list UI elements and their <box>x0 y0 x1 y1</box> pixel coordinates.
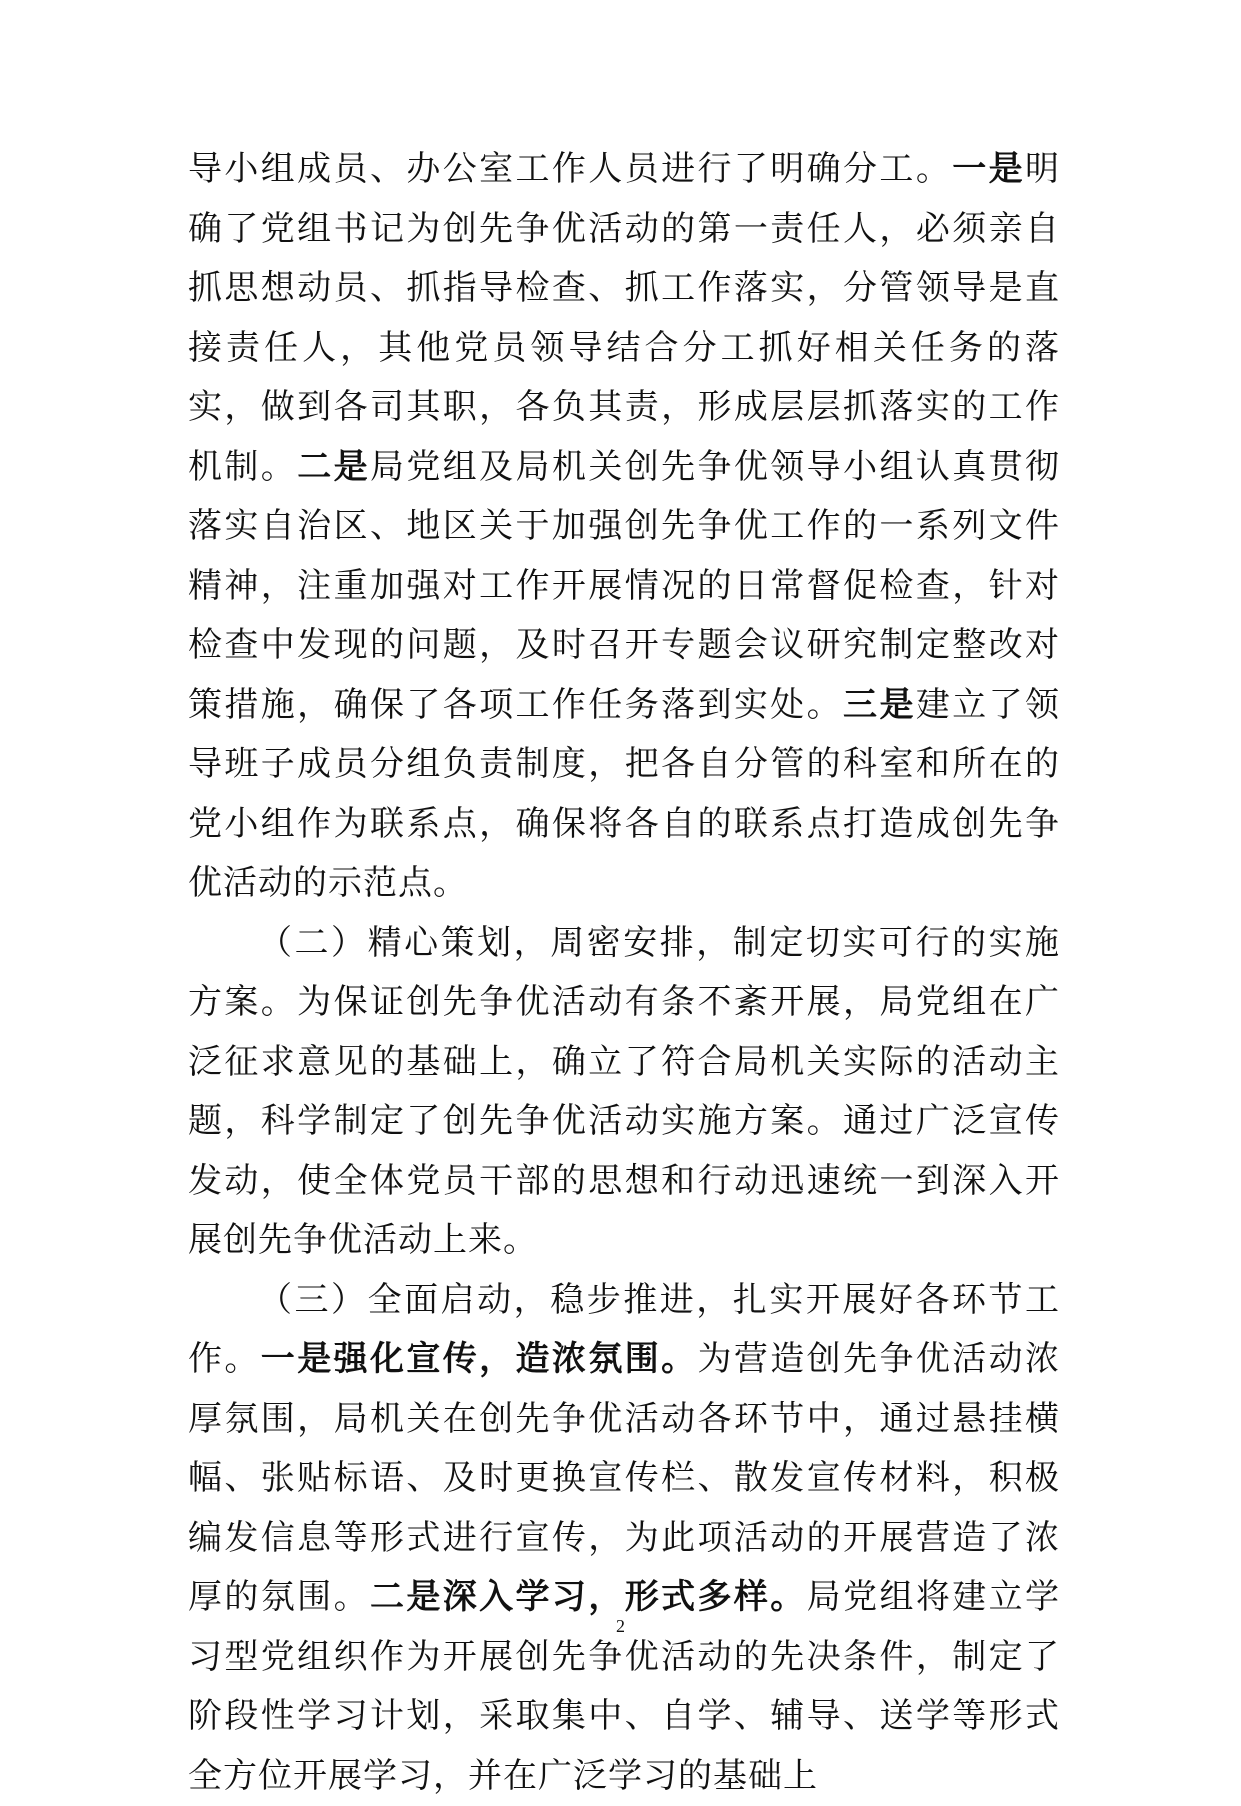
bold-text-run: 二是 <box>297 447 370 487</box>
bold-text-run: 三是 <box>843 685 916 725</box>
text-run: 局党组及局机关创先争优领导小组认真贯彻落实自治区、地区关于加强创先争优工作的一系列文件精神，注重加强对工作开展情况的日常督促检查，针对检查中发现的问题，及时召开专题会议研究制定整改对策措施，确保了各项工作任务落到实处。 <box>188 447 1060 725</box>
paragraph-3 <box>188 1271 1060 1806</box>
text-run: （二）精心策划，周密安排，制定切实可行的实施方案。为保证创先争优活动有条不紊开展，局党组在广泛征求意见的基础上，确立了符合局机关实际的活动主题，科学制定了创先争优活动实施方案。通过广泛宣传发动，使全体党员干部的思想和行动迅速统一到深入开展创先争优活动上来。 <box>188 923 1060 1261</box>
text-run: 建立了领导班子成员分组负责制度，把各自分管的科室和所在的党小组作为联系点，确保将各自的联系点打造成创先争优活动的示范点。 <box>188 685 1060 904</box>
text-run: （三）全面启动，稳步推进，扎实开展好各环节工作。 <box>188 1280 1060 1380</box>
text-run: 导小组成员、办公室工作人员进行了明确分工。 <box>188 149 952 189</box>
text-run: 局党组将建立学习型党组织作为开展创先争优活动的先决条件，制定了阶段性学习计划，采取集中、自学、辅导、送学等形式全方位开展学习，并在广泛学习的基础上 <box>188 1577 1060 1796</box>
page-number: 2 <box>0 1616 1241 1637</box>
body-text <box>188 140 1060 1806</box>
paragraph-1 <box>188 140 1060 914</box>
bold-text-run: 一是 <box>952 149 1025 189</box>
bold-text-run: 二是深入学习，形式多样。 <box>370 1577 807 1617</box>
bold-text-run: 一是强化宣传，造浓氛围。 <box>261 1339 698 1379</box>
text-run: 为营造创先争优活动浓厚氛围，局机关在创先争优活动各环节中，通过悬挂横幅、张贴标语、及时更换宣传栏、散发宣传材料，积极编发信息等形式进行宣传，为此项活动的开展营造了浓厚的氛围。 <box>188 1339 1060 1617</box>
text-run: 明确了党组书记为创先争优活动的第一责任人，必须亲自抓思想动员、抓指导检查、抓工作落实，分管领导是直接责任人，其他党员领导结合分工抓好相关任务的落实，做到各司其职，各负其责，形成层层抓落实的工作机制。 <box>188 149 1060 487</box>
paragraph-2 <box>188 914 1060 1271</box>
